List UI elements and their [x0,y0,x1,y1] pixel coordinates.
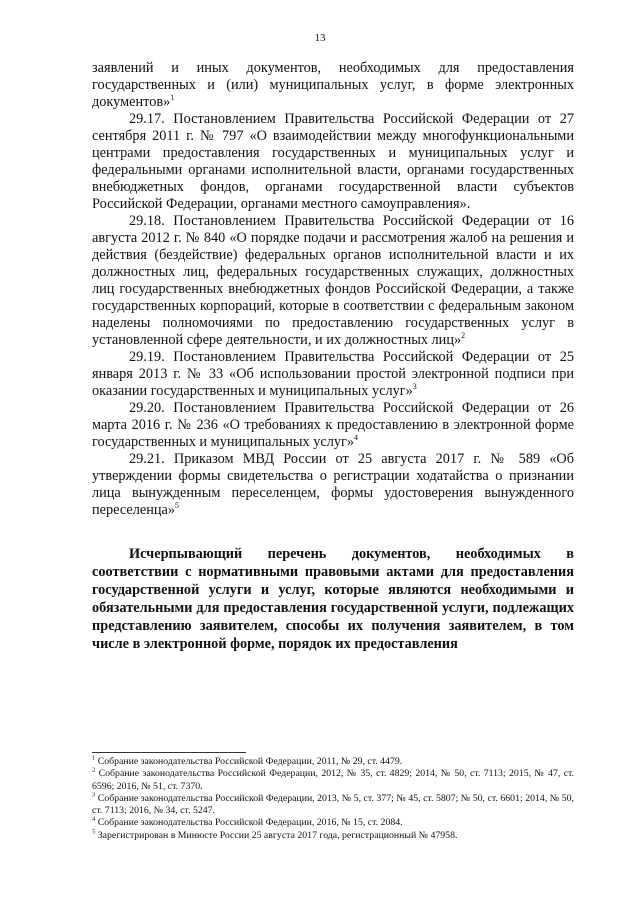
footnote-ref[interactable]: 3 [412,382,417,392]
footnote-1: $^1$ Собрание законодательства Российской Федерации, 2011, № 29, ст. 4479. [92,754,403,767]
footnote-ref[interactable]: 2 [461,331,466,341]
footnote-4: $^4$ Собрание законодательства Российской Федерации, 2016, № 15, ст. 2084. [92,816,403,829]
footnote-ref[interactable]: 4 [354,433,358,443]
paragraph-continuation: заявлений и иных документов, необходимых для предоставления государственных и (или) муниципальных услуг, в форме электронных документов»$^1$ [92,60,574,110]
footnote-3: $^3$ Собрание законодательства Российской Федерации, 2013, № 5, ст. 377; № 45, ст. 5807; № 50, ст. 6601; 2014, № 50, ст. 7113; 2016, № 34, ст. 5247. [92,791,574,817]
footnote-5: $^5$ Зарегистрирован в Минюсте России 25 августа 2017 года, регистрационный № 47958. [92,828,458,841]
paragraph-29-17: 29.17. Постановлением Правительства Российской Федерации от 27 сентября 2011 г. № 797 «О взаимодействии между многофункциональными центрами предоставления государственных и муниципальных услуг и федеральными органами исполнительной власти, органами государственных внебюджетных фондов, органами государственной власти субъектов Российской Федерации, органами местного самоуправления». [92,111,574,212]
footnote-ref[interactable]: 1 [170,93,175,103]
footnote-ref[interactable]: 5 [175,501,179,511]
footnotes [92,756,574,842]
document-body [92,60,574,653]
section-heading: Исчерпывающий перечень документов, необходимых в соответствии с нормативными правовыми актами для предоставления государственной услуги и услуг, которые являются необходимыми и обязательными для предоставления государственной услуги, подлежащих представлению заявителем, способы их получения заявителем, в том числе в электронной форме, порядок их предоставления [92,546,574,652]
paragraph-29-20: 29.20. Постановлением Правительства Российской Федерации от 26 марта 2016 г. № 236 «О требованиях к предоставлению в электронной форме государственных и муниципальных услуг»$^4$ [92,400,574,450]
paragraph-29-21: 29.21. Приказом МВД России от 25 августа 2017 г. № 589 «Об утверждении формы свидетельства о регистрации ходатайства о признании лица вынужденным переселенцем, формы удостоверения вынужденного переселенца»$^5$ [92,451,574,518]
page-number: 13 [314,32,326,44]
footnote-divider [92,752,246,753]
paragraph-29-18: 29.18. Постановлением Правительства Российской Федерации от 16 августа 2012 г. № 840 «О порядке подачи и рассмотрения жалоб на решения и действия (бездействие) федеральных органов исполнительной власти и их должностных лиц, федеральных государственных служащих, должностных лиц государственных внебюджетных фондов Российской Федерации, а также государственных корпораций, которые в соответствии с федеральным законом наделены полномочиями по предоставлению государственных услуг в установленной сфере деятельности, и их должностных лиц»$^2$ [92,213,574,348]
paragraph-29-19: 29.19. Постановлением Правительства Российской Федерации от 25 января 2013 г. № 33 «Об использовании простой электронной подписи при оказании государственных и муниципальных услуг»$^3$ [92,349,574,399]
footnote-2: $^2$ Собрание законодательства Российской Федерации, 2012, № 35, ст. 4829; 2014, № 50, ст. 7113; 2015, № 47, ст. 6596; 2016, № 51, ст. 7370. [92,767,574,792]
